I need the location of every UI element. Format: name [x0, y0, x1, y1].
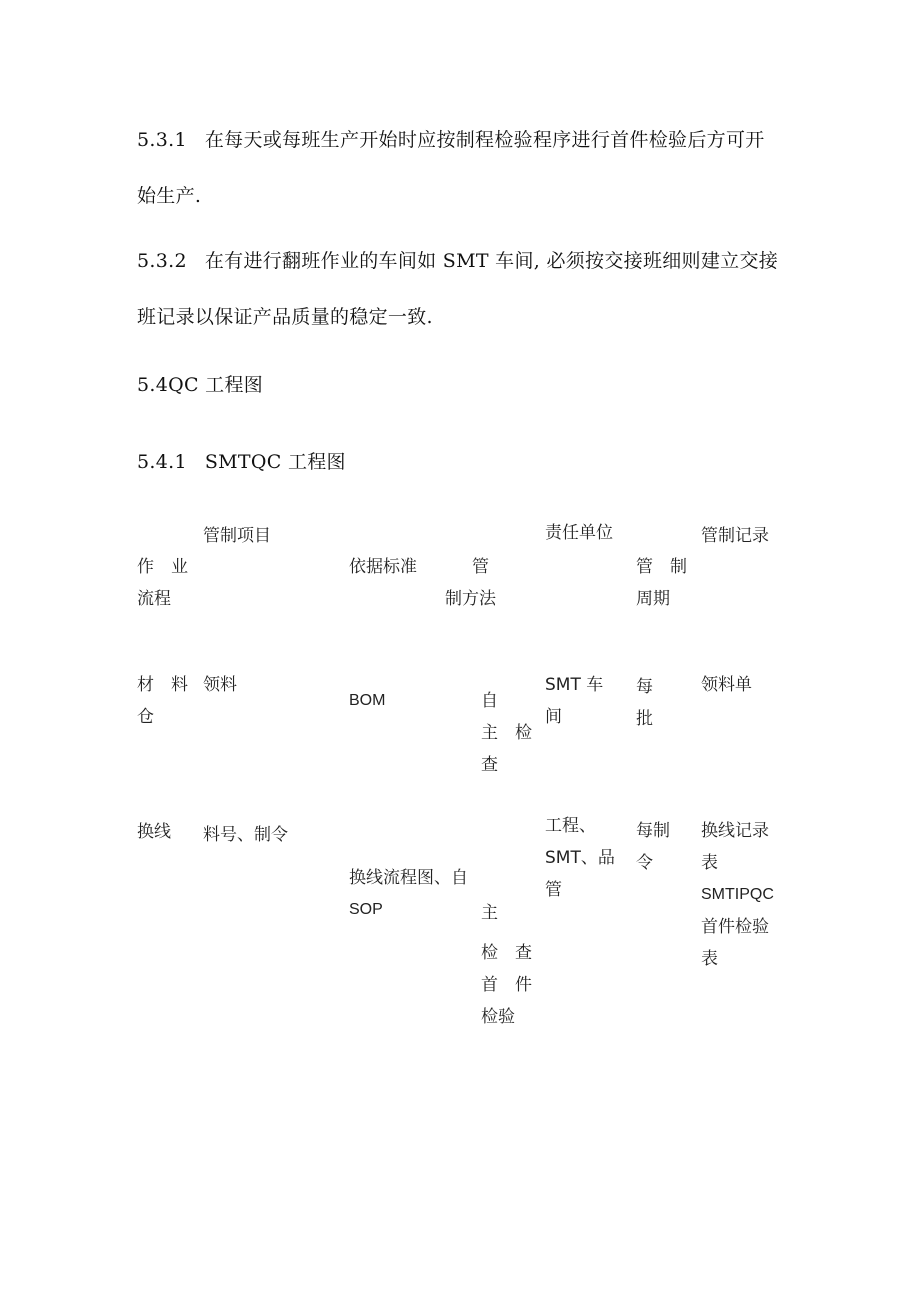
paragraph-text: 在每天或每班生产开始时应按制程检验程序进行首件检验后方可开	[204, 129, 765, 151]
row2-cycle: 每制 令	[636, 821, 670, 873]
section-heading-5-4-1	[137, 447, 346, 474]
row1-record: 领料单	[701, 675, 752, 695]
section-number: 5.3.1	[137, 129, 187, 151]
row2-process: 换线	[137, 822, 171, 842]
row2-record: 换线记录 表 SMTIPQC 首件检验 表	[701, 821, 774, 969]
row1-item: 领料	[203, 675, 237, 695]
header-cycle: 管 制 周期	[636, 557, 687, 609]
row2-item: 料号、制令	[203, 825, 288, 845]
paragraph-text: 班记录以保证产品质量的稳定一致.	[137, 306, 433, 328]
row1-basis: BOM	[349, 692, 386, 709]
header-process: 作 业 流程	[137, 557, 188, 609]
section-title: SMTQC 工程图	[204, 451, 346, 473]
header-basis: 依据标准	[349, 557, 417, 577]
row2-method: 主 检 查 首 件 检验	[481, 903, 532, 1027]
paragraph-text: 在有进行翻班作业的车间如 SMT 车间, 必须按交接班细则建立交接	[204, 250, 779, 272]
row1-cycle: 每 批	[636, 677, 653, 729]
row2-basis: 换线流程图、自 SOP	[349, 868, 468, 918]
paragraph-text: 始生产.	[137, 185, 202, 207]
row1-responsible: SMT 车 间	[545, 675, 604, 727]
header-record: 管制记录	[701, 526, 769, 546]
section-number: 5.3.2	[137, 250, 187, 272]
row1-method: 自 主 检 查	[481, 691, 532, 775]
section-heading-5-4: 5.4QC 工程图	[137, 374, 264, 396]
row2-responsible: 工程、 SMT、品 管	[545, 816, 615, 900]
header-control-item: 管制项目	[203, 526, 271, 546]
header-method: 管 制方法	[445, 557, 496, 609]
section-number: 5.4.1	[137, 451, 187, 473]
row1-process: 材 料 仓	[137, 675, 188, 727]
paragraph-5-3-2	[137, 233, 797, 345]
header-responsible: 责任单位	[545, 523, 613, 543]
paragraph-5-3-1	[137, 112, 797, 224]
